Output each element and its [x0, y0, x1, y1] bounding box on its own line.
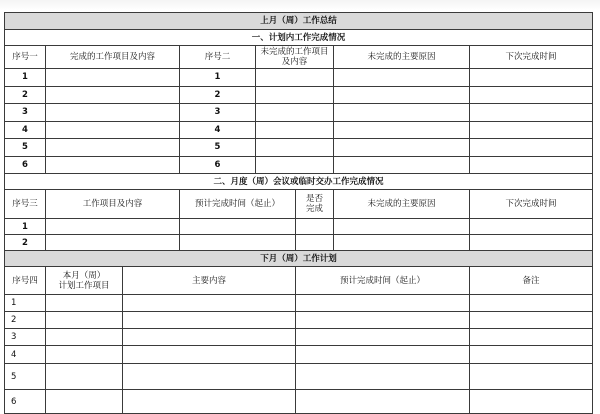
table-row — [5, 219, 593, 235]
table-row — [5, 139, 593, 157]
s1-undone-item-cell[interactable] — [256, 139, 334, 157]
s2-est-time-cell[interactable] — [180, 235, 296, 251]
plan-project-cell[interactable] — [46, 329, 123, 346]
plan-seq4-cell: 1 — [5, 295, 46, 312]
s2-header-completed: 是否 完成 — [296, 190, 334, 219]
s1-undone-item-cell[interactable] — [256, 69, 334, 87]
plan-project-cell[interactable] — [46, 364, 123, 390]
s2-seq3-cell: 2 — [5, 235, 46, 251]
s2-header-items: 工作项目及内容 — [46, 190, 180, 219]
s1-undone-item-cell[interactable] — [256, 121, 334, 139]
plan-header-seq4: 序号四 — [5, 267, 46, 295]
s1-header-done-items: 完成的工作项目及内容 — [46, 46, 180, 69]
section1-title: 一、计划内工作完成情况 — [5, 30, 593, 46]
s2-header-est-time: 预计完成时间（起止） — [180, 190, 296, 219]
s1-done-item-cell[interactable] — [46, 86, 180, 104]
table-row — [5, 156, 593, 174]
s1-done-item-cell[interactable] — [46, 121, 180, 139]
plan-est-time-cell[interactable] — [296, 329, 470, 346]
table-row — [5, 390, 593, 414]
s1-seq2-cell: 3 — [180, 104, 256, 122]
s1-reason-cell[interactable] — [334, 69, 470, 87]
top-edge — [0, 0, 600, 10]
s2-completed-cell[interactable] — [296, 235, 334, 251]
plan-rows — [5, 295, 593, 414]
plan-content-cell[interactable] — [123, 364, 296, 390]
plan-est-time-cell[interactable] — [296, 346, 470, 364]
s1-seq2-cell: 6 — [180, 156, 256, 174]
s1-reason-cell[interactable] — [334, 121, 470, 139]
s2-header-next-time: 下次完成时间 — [470, 190, 593, 219]
s1-seq2-cell: 5 — [180, 139, 256, 157]
table-row — [5, 329, 593, 346]
plan-header-row — [5, 267, 593, 295]
plan-remark-cell[interactable] — [470, 364, 593, 390]
s1-reason-cell[interactable] — [334, 156, 470, 174]
s1-next-time-cell[interactable] — [470, 156, 593, 174]
plan-content-cell[interactable] — [123, 295, 296, 312]
s2-est-time-cell[interactable] — [180, 219, 296, 235]
plan-header-project: 本月（周） 计划工作项目 — [46, 267, 123, 295]
s1-seq1-cell: 4 — [5, 121, 46, 139]
s2-item-cell[interactable] — [46, 235, 180, 251]
summary-banner: 上月（周）工作总结 — [5, 13, 593, 30]
s1-header-seq2: 序号二 — [180, 46, 256, 69]
s1-done-item-cell[interactable] — [46, 104, 180, 122]
plan-seq4-cell: 3 — [5, 329, 46, 346]
s1-next-time-cell[interactable] — [470, 69, 593, 87]
s1-seq1-cell: 5 — [5, 139, 46, 157]
s2-header-seq3: 序号三 — [5, 190, 46, 219]
s1-seq1-cell: 2 — [5, 86, 46, 104]
plan-project-cell[interactable] — [46, 295, 123, 312]
s1-seq1-cell: 3 — [5, 104, 46, 122]
table-row — [5, 346, 593, 364]
s1-undone-item-cell[interactable] — [256, 104, 334, 122]
s1-reason-cell[interactable] — [334, 104, 470, 122]
plan-remark-cell[interactable] — [470, 295, 593, 312]
table-row — [5, 295, 593, 312]
plan-remark-cell[interactable] — [470, 346, 593, 364]
plan-seq4-cell: 4 — [5, 346, 46, 364]
s1-next-time-cell[interactable] — [470, 104, 593, 122]
plan-est-time-cell[interactable] — [296, 364, 470, 390]
s1-header-reason: 未完成的主要原因 — [334, 46, 470, 69]
s1-next-time-cell[interactable] — [470, 86, 593, 104]
s2-seq3-cell: 1 — [5, 219, 46, 235]
s1-reason-cell[interactable] — [334, 86, 470, 104]
s1-seq2-cell: 1 — [180, 69, 256, 87]
s1-reason-cell[interactable] — [334, 139, 470, 157]
plan-seq4-cell: 2 — [5, 312, 46, 329]
plan-header-remark: 备注 — [470, 267, 593, 295]
s1-next-time-cell[interactable] — [470, 139, 593, 157]
s2-next-time-cell[interactable] — [470, 219, 593, 235]
s2-completed-cell[interactable] — [296, 219, 334, 235]
table-row — [5, 121, 593, 139]
section1-header-row — [5, 46, 593, 69]
s1-seq2-cell: 2 — [180, 86, 256, 104]
table-row — [5, 86, 593, 104]
plan-project-cell[interactable] — [46, 390, 123, 414]
s1-next-time-cell[interactable] — [470, 121, 593, 139]
plan-est-time-cell[interactable] — [296, 295, 470, 312]
s2-header-reason: 未完成的主要原因 — [334, 190, 470, 219]
plan-remark-cell[interactable] — [470, 390, 593, 414]
s1-seq1-cell: 1 — [5, 69, 46, 87]
plan-seq4-cell: 6 — [5, 390, 46, 414]
table-row — [5, 69, 593, 87]
s1-undone-item-cell[interactable] — [256, 86, 334, 104]
plan-project-cell[interactable] — [46, 312, 123, 329]
plan-content-cell[interactable] — [123, 346, 296, 364]
plan-remark-cell[interactable] — [470, 312, 593, 329]
s1-header-seq1: 序号一 — [5, 46, 46, 69]
s2-next-time-cell[interactable] — [470, 235, 593, 251]
s1-seq2-cell: 4 — [180, 121, 256, 139]
s1-done-item-cell[interactable] — [46, 156, 180, 174]
plan-header-est-time: 预计完成时间（起止） — [296, 267, 470, 295]
plan-seq4-cell: 5 — [5, 364, 46, 390]
plan-project-cell[interactable] — [46, 346, 123, 364]
plan-banner: 下月（周）工作计划 — [5, 251, 593, 267]
plan-header-content: 主要内容 — [123, 267, 296, 295]
plan-content-cell[interactable] — [123, 390, 296, 414]
s1-header-next-time: 下次完成时间 — [470, 46, 593, 69]
plan-est-time-cell[interactable] — [296, 312, 470, 329]
section2-rows — [5, 219, 593, 251]
section1-rows — [5, 69, 593, 174]
plan-remark-cell[interactable] — [470, 329, 593, 346]
s1-undone-item-cell[interactable] — [256, 156, 334, 174]
plan-content-cell[interactable] — [123, 312, 296, 329]
plan-est-time-cell[interactable] — [296, 390, 470, 414]
work-summary-table — [4, 12, 593, 414]
s2-item-cell[interactable] — [46, 219, 180, 235]
table-row — [5, 104, 593, 122]
s1-done-item-cell[interactable] — [46, 69, 180, 87]
plan-content-cell[interactable] — [123, 329, 296, 346]
table-row — [5, 235, 593, 251]
s1-done-item-cell[interactable] — [46, 139, 180, 157]
table-row — [5, 312, 593, 329]
section2-header-row — [5, 190, 593, 219]
s2-reason-cell[interactable] — [334, 235, 470, 251]
section2-title: 二、月度（周）会议或临时交办工作完成情况 — [5, 174, 593, 190]
table-row — [5, 364, 593, 390]
s1-seq1-cell: 6 — [5, 156, 46, 174]
s2-reason-cell[interactable] — [334, 219, 470, 235]
s1-header-undone-items: 未完成的工作项目及内容 — [256, 46, 334, 69]
